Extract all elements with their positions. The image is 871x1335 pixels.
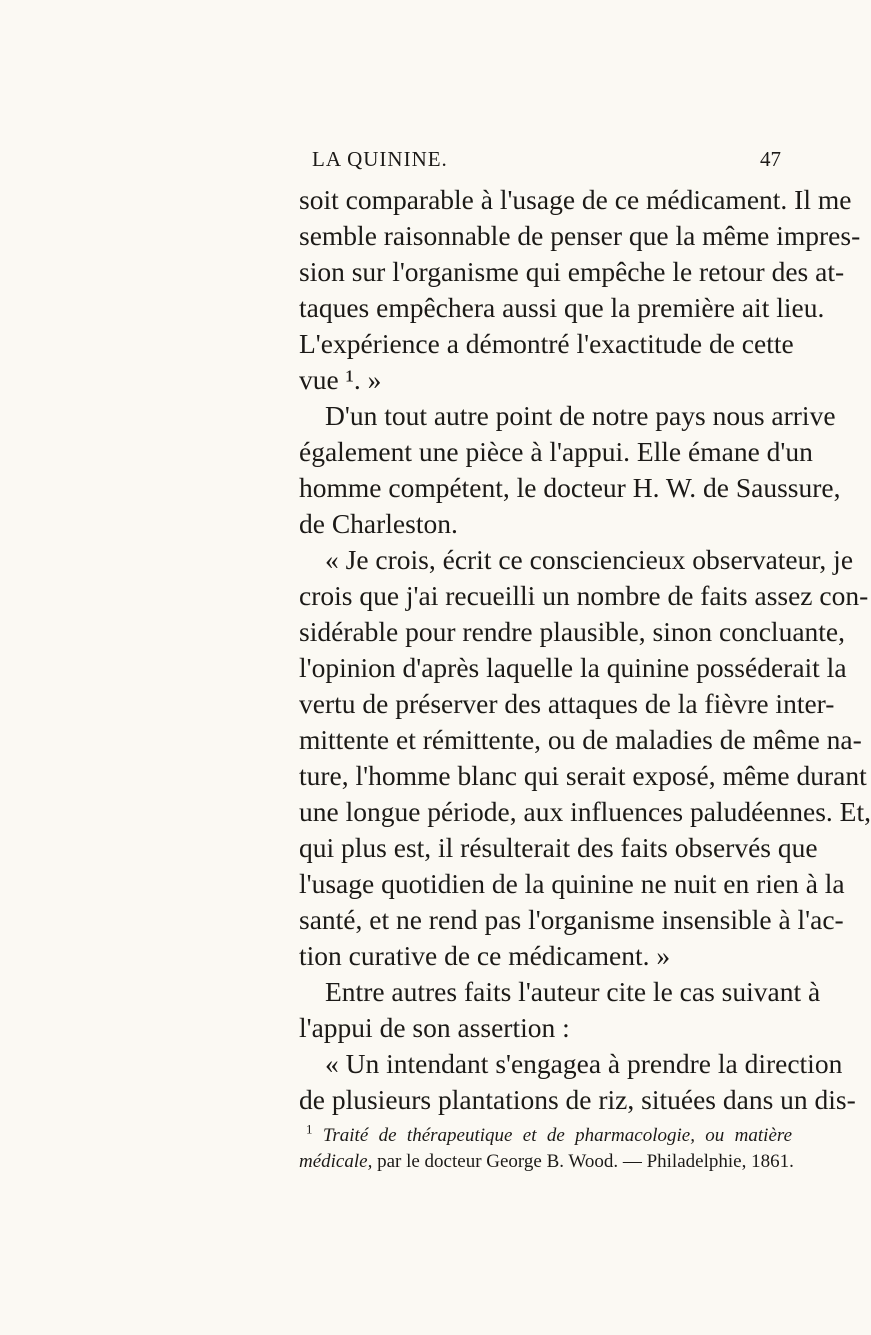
footnote-title: Traité de thérapeutique et de pharmacologie, ou matière bbox=[322, 1125, 792, 1146]
text-line: vue ¹. » bbox=[299, 364, 382, 395]
text-line: l'appui de son assertion : bbox=[299, 1012, 570, 1043]
text-line: qui plus est, il résulterait des faits observés que bbox=[299, 832, 818, 863]
text-line: une longue période, aux influences paludéennes. Et, bbox=[299, 796, 871, 827]
text-line: vertu de préserver des attaques de la fièvre inter- bbox=[299, 688, 835, 719]
text-line: santé, et ne rend pas l'organisme insensible à l'ac- bbox=[299, 904, 844, 935]
text-line: tion curative de ce médicament. » bbox=[299, 940, 671, 971]
text-line: également une pièce à l'appui. Elle émane d'un bbox=[299, 436, 813, 467]
footnote-line-2 bbox=[299, 1149, 792, 1175]
text-line: ture, l'homme blanc qui serait exposé, même durant bbox=[299, 760, 867, 791]
text-line: taques empêchera aussi que la première ait lieu. bbox=[299, 292, 825, 323]
text-line: sidérable pour rendre plausible, sinon concluante, bbox=[299, 616, 845, 647]
text-line: l'opinion d'après laquelle la quinine posséderait la bbox=[299, 652, 847, 683]
text-line: crois que j'ai recueilli un nombre de faits assez con- bbox=[299, 580, 869, 611]
text-line: « Je crois, écrit ce consciencieux observateur, je bbox=[325, 544, 854, 575]
text-line: mittente et rémittente, ou de maladies de même na- bbox=[299, 724, 862, 755]
footnote-citation: par le docteur George B. Wood. — Philadelphie, 1861. bbox=[372, 1151, 794, 1172]
text-line: de Charleston. bbox=[299, 508, 458, 539]
footnote-title-cont: médicale, bbox=[299, 1151, 373, 1172]
text-line: homme compétent, le docteur H. W. de Saussure, bbox=[299, 472, 841, 503]
text-line: semble raisonnable de penser que la même impres- bbox=[299, 220, 861, 251]
footnote-mark: 1 bbox=[306, 1121, 313, 1137]
text-line: Entre autres faits l'auteur cite le cas suivant à bbox=[325, 976, 821, 1007]
text-line: de plusieurs plantations de riz, situées dans un dis- bbox=[299, 1084, 856, 1115]
footnote-line-1 bbox=[306, 1123, 792, 1149]
text-line: L'expérience a démontré l'exactitude de cette bbox=[299, 328, 794, 359]
text-line: « Un intendant s'engagea à prendre la direction bbox=[325, 1048, 843, 1079]
text-line: soit comparable à l'usage de ce médicament. Il me bbox=[299, 184, 852, 215]
text-line: D'un tout autre point de notre pays nous arrive bbox=[325, 400, 836, 431]
page-number: 47 bbox=[760, 147, 781, 171]
text-line: l'usage quotidien de la quinine ne nuit en rien à la bbox=[299, 868, 845, 899]
running-title: LA QUININE. bbox=[312, 147, 448, 171]
text-line: sion sur l'organisme qui empêche le retour des at- bbox=[299, 256, 845, 287]
